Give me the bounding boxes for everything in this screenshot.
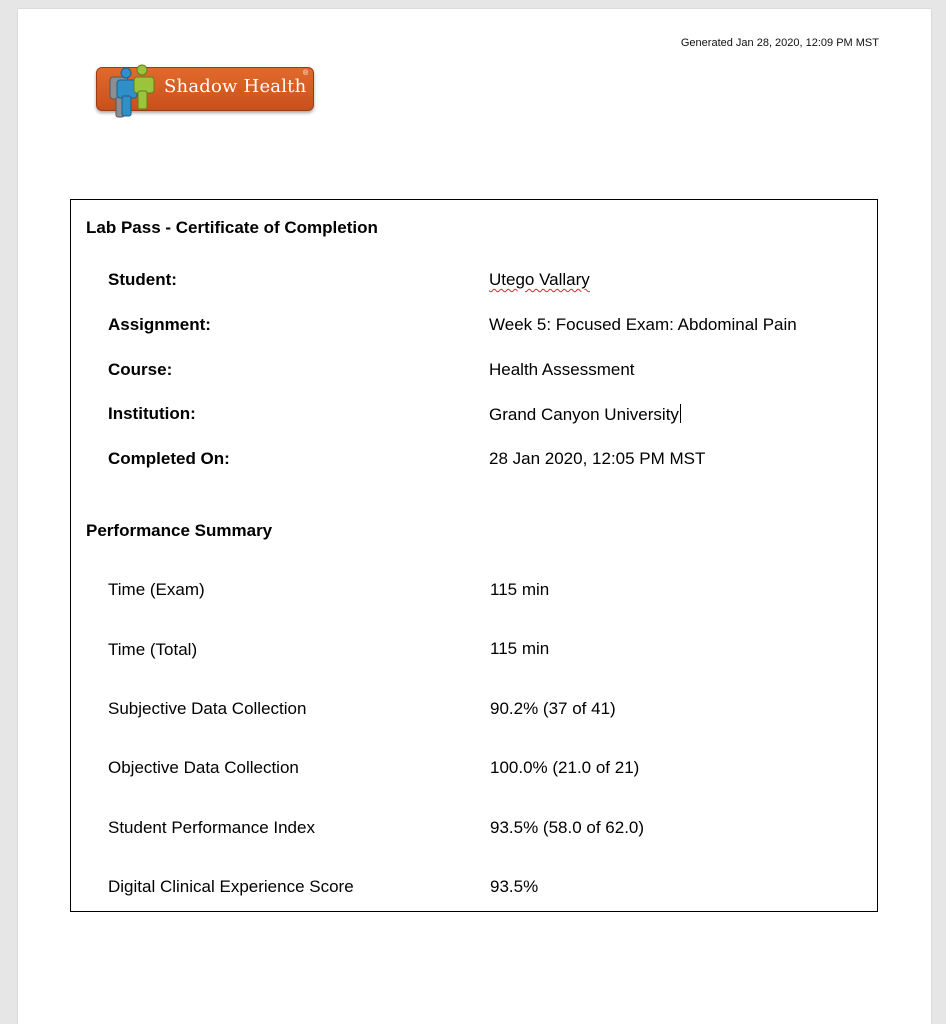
perf-row-value[interactable]: 90.2% (37 of 41) (490, 699, 616, 718)
certificate-title: Lab Pass - Certificate of Completion (86, 218, 378, 237)
perf-row-value[interactable]: 93.5% (490, 877, 539, 896)
student-value[interactable]: Utego Vallary (489, 270, 590, 289)
performance-summary-title: Performance Summary (86, 521, 273, 540)
completed-on-value[interactable]: 28 Jan 2020, 12:05 PM MST (489, 449, 706, 468)
generated-timestamp: Generated Jan 28, 2020, 12:09 PM MST (680, 37, 879, 49)
student-label: Student: (108, 270, 177, 289)
certificate-box (70, 199, 878, 912)
course-label: Course: (108, 360, 173, 379)
assignment-value[interactable]: Week 5: Focused Exam: Abdominal Pain (489, 315, 797, 334)
assignment-label: Assignment: (108, 315, 211, 334)
perf-row-label: Objective Data Collection (108, 758, 299, 777)
perf-row-label: Time (Total) (108, 640, 198, 659)
perf-row-label: Time (Exam) (108, 580, 205, 599)
text-cursor (680, 404, 681, 423)
institution-value-wrapper[interactable] (489, 404, 681, 425)
institution-value[interactable]: Grand Canyon University (489, 405, 679, 424)
perf-row-value[interactable]: 100.0% (21.0 of 21) (490, 758, 640, 777)
institution-label: Institution: (108, 404, 196, 423)
logo-text: Shadow Health (164, 76, 307, 97)
perf-row-value[interactable]: 93.5% (58.0 of 62.0) (490, 818, 645, 837)
perf-row-label: Student Performance Index (108, 818, 315, 837)
perf-row-label: Digital Clinical Experience Score (108, 877, 354, 896)
shadow-health-logo (96, 61, 312, 119)
logo-registered-mark: ® (303, 70, 309, 77)
document-page (18, 9, 931, 1024)
logo-figure-icon (100, 61, 160, 119)
perf-row-value[interactable]: 115 min (490, 639, 550, 658)
perf-row-label: Subjective Data Collection (108, 699, 307, 718)
course-value[interactable]: Health Assessment (489, 360, 635, 379)
perf-row-value[interactable]: 115 min (490, 580, 550, 599)
completed-on-label: Completed On: (108, 449, 230, 468)
